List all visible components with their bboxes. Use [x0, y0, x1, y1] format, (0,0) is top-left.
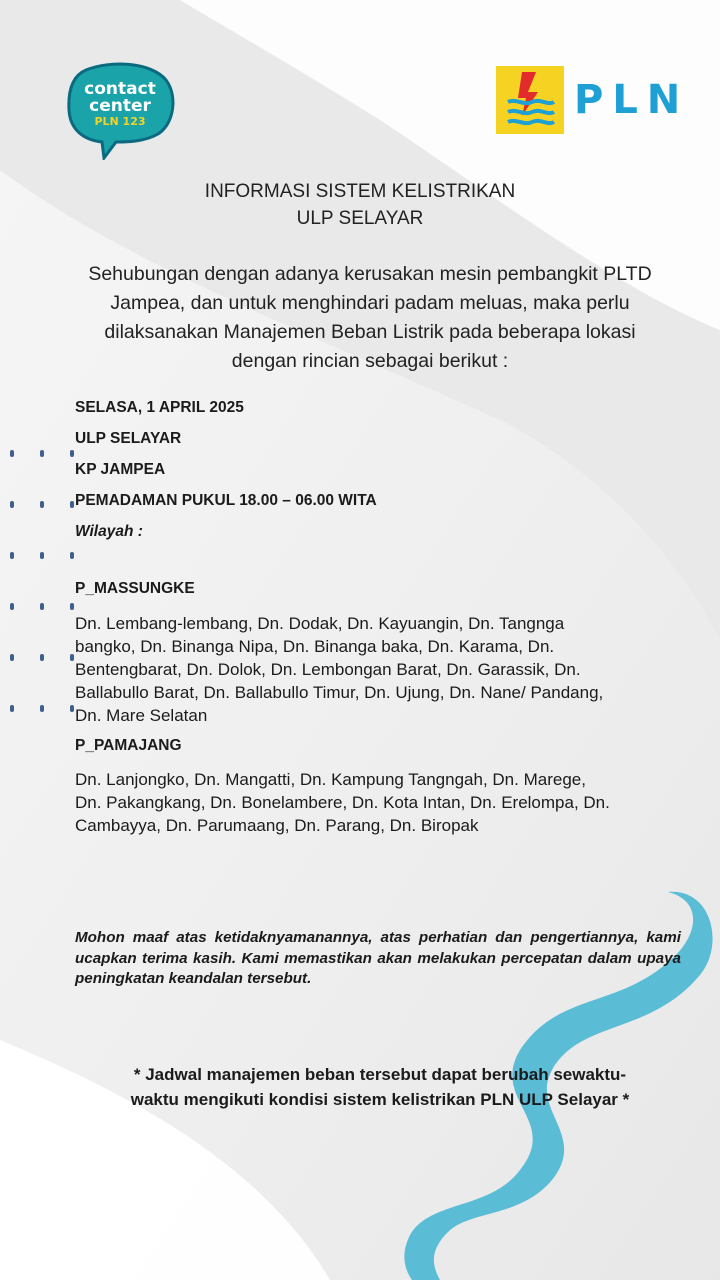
note-line-2: waktu mengikuti kondisi sistem kelistrikan PLN ULP Selayar *: [130, 1090, 630, 1109]
region-line: Dn. Pakangkang, Dn. Bonelambere, Dn. Kota Intan, Dn. Erelompa, Dn.: [75, 793, 610, 812]
region-line: Dn. Mare Selatan: [75, 706, 208, 725]
region-name-pamajang: P_PAMAJANG: [75, 737, 182, 754]
schedule-note: [60, 1062, 700, 1112]
region-list-massungke: [75, 612, 685, 727]
intro-line: dengan rincian sebagai berikut :: [231, 350, 509, 372]
svg-text:contact: contact: [84, 79, 156, 99]
note-line-1: * Jadwal manajemen beban tersebut dapat berubah sewaktu-: [133, 1065, 627, 1084]
schedule-date: SELASA, 1 APRIL 2025: [75, 399, 244, 416]
apology-line: pengertiannya, kami ucapkan terima kasih. Kami memastikan akan: [75, 929, 681, 967]
decorative-dots: [10, 450, 74, 756]
apology-line: Mohon maaf atas ketidaknyamanannya, atas perhatian dan: [75, 929, 523, 946]
region-line: bangko, Dn. Binanga Nipa, Dn. Binanga baka, Dn. Karama, Dn.: [75, 637, 555, 656]
region-line: Dn. Lembang-lembang, Dn. Dodak, Dn. Kayuangin, Dn. Tangnga: [75, 614, 565, 633]
schedule-kp: KP JAMPEA: [75, 461, 166, 478]
title-line-2: ULP SELAYAR: [296, 208, 424, 229]
intro-paragraph: [70, 260, 670, 376]
page-title: [0, 178, 720, 232]
intro-line: Sehubungan dengan adanya kerusakan mesin pembangkit PLTD: [88, 263, 652, 285]
apology-line: melakukan percepatan dalam upaya peningkatan keandalan tersebut.: [75, 949, 681, 987]
region-list-pamajang: [75, 768, 685, 837]
intro-line: dilaksanakan Manajemen Beban Listrik pada beberapa lokasi: [104, 321, 636, 343]
region-line: Cambayya, Dn. Parumaang, Dn. Parang, Dn. Biropak: [75, 816, 479, 835]
schedule-unit: ULP SELAYAR: [75, 430, 182, 447]
pln-logo: [496, 66, 690, 136]
pln-emblem-icon: [496, 66, 564, 134]
region-line: Ballabullo Barat, Dn. Ballabullo Timur, Dn. Ujung, Dn. Nane/ Pandang,: [75, 683, 604, 702]
region-name-massungke: P_MASSUNGKE: [75, 580, 195, 597]
schedule-time: PEMADAMAN PUKUL 18.00 – 06.00 WITA: [75, 492, 377, 509]
svg-text:center: center: [89, 96, 151, 116]
intro-line: Jampea, dan untuk menghindari padam meluas, maka perlu: [110, 292, 630, 314]
contact-center-logo: [66, 62, 176, 160]
region-line: Bentengbarat, Dn. Dolok, Dn. Lembongan Barat, Dn. Garassik, Dn.: [75, 660, 581, 679]
region-line: Dn. Lanjongko, Dn. Mangatti, Dn. Kampung Tangngah, Dn. Marege,: [75, 770, 586, 789]
svg-text:PLN 123: PLN 123: [94, 115, 146, 128]
apology-paragraph: [75, 928, 681, 990]
title-line-1: INFORMASI SISTEM KELISTRIKAN: [204, 181, 516, 202]
schedule-details: [75, 392, 377, 547]
region-heading: Wilayah :: [75, 523, 143, 540]
pln-logo-text: PLN: [574, 77, 690, 123]
